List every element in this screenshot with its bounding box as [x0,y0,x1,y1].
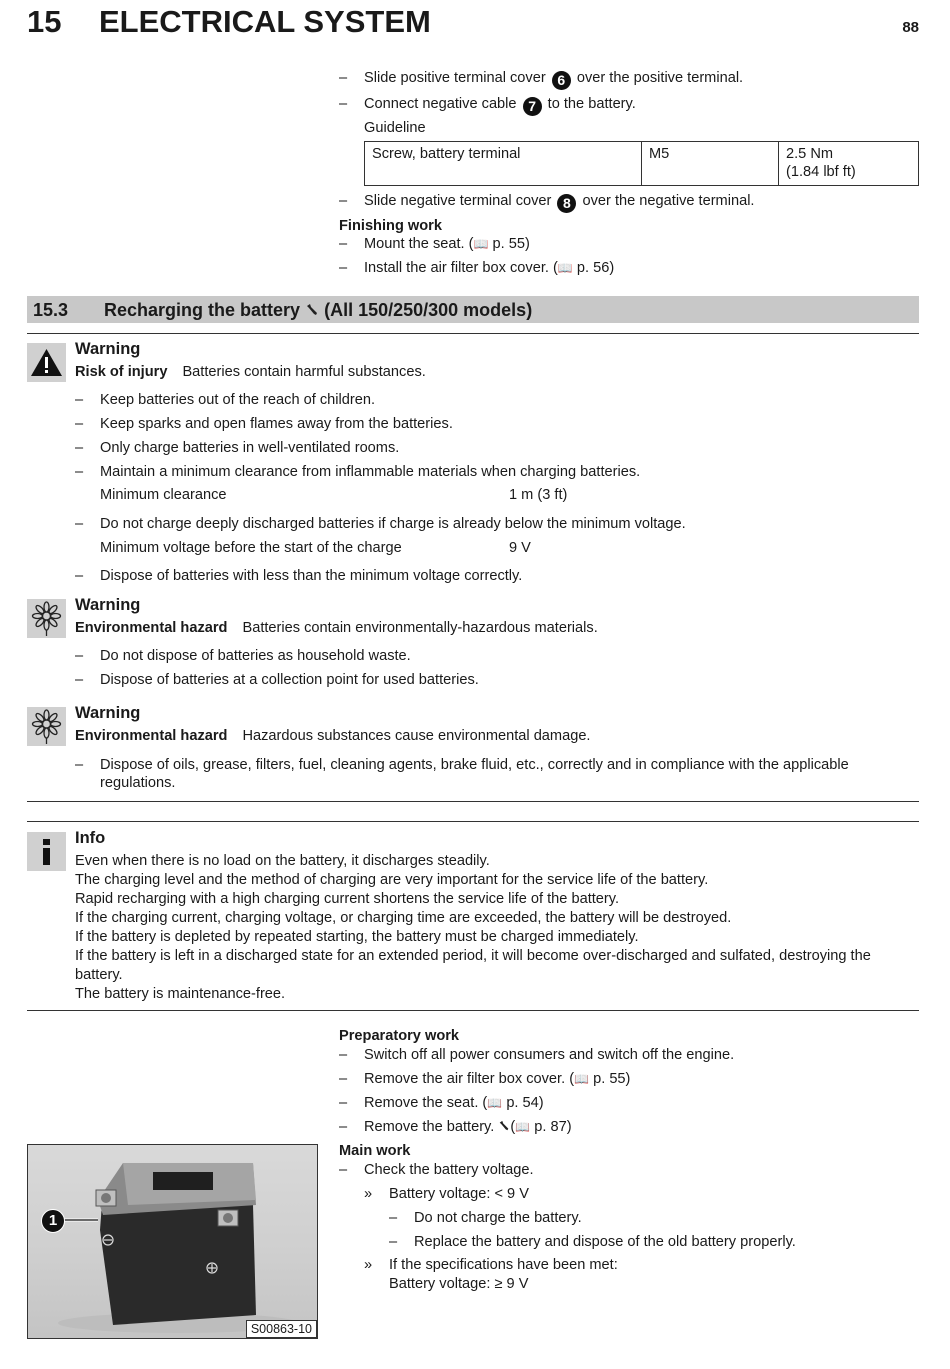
warning-text: Environmental hazard Batteries contain environmentally-hazardous materials. [75,620,598,636]
finishing-heading: Finishing work [339,218,442,234]
page-number: 88 [902,19,919,36]
section-title: Recharging the battery (All 150/250/300 models) [104,300,533,320]
warning-icon [27,343,66,382]
table-row [365,142,919,186]
wrench-icon [305,303,319,317]
callout-6: 6 [552,71,571,90]
table-cell: Screw, battery terminal [365,142,642,186]
book-icon: 📖 [487,1096,503,1110]
info-icon [27,832,66,871]
spec-label: Minimum clearance [100,487,227,503]
chapter-number: 15 [27,4,62,39]
warning-heading: Warning [75,596,141,614]
info-heading: Info [75,829,106,847]
callout-7: 7 [523,97,542,116]
divider [27,821,919,822]
divider [27,801,919,802]
warning-text: Environmental hazard Hazardous substances cause environmental damage. [75,728,591,744]
list-item-continuation: regulations. [100,775,176,791]
callout-8: 8 [557,194,576,213]
spec-value: 1 m (3 ft) [509,487,568,503]
environment-icon [27,599,66,638]
spec-value: 9 V [509,540,531,556]
book-icon: 📖 [515,1120,531,1134]
warning-text: Risk of injury Batteries contain harmful substances. [75,364,426,380]
spec-label: Minimum voltage before the start of the charge [100,540,402,556]
book-icon: 📖 [557,261,573,275]
battery-photo [27,1144,318,1339]
divider [27,333,919,334]
book-icon: 📖 [473,237,489,251]
condition-continuation: Battery voltage: ≥ 9 V [389,1276,529,1292]
book-icon: 📖 [574,1072,590,1086]
section-number: 15.3 [33,300,69,320]
table-cell: 2.5 Nm (1.84 lbf ft) [779,142,919,186]
prep-heading: Preparatory work [339,1028,460,1044]
table-cell: M5 [642,142,779,186]
wrench-icon [498,1120,510,1132]
warning-heading: Warning [75,704,141,722]
environment-icon [27,707,66,746]
guideline-label: Guideline [364,120,426,136]
figure-code: S00863-10 [246,1320,317,1338]
divider [27,1010,919,1011]
callout-1: 1 [41,1209,65,1233]
info-text: Even when there is no load on the battery, it discharges steadily. The charging level and the method of charging are very important for the service life of the battery. Rapid recharging with a high charging current shortens the service life of the battery. If the charging current, charging voltage, or charging time are exceeded, the battery will be destroyed. If the battery is depleted by repeated starting, the battery must be charged immediately. If the battery is left in a discharged state for an extended period, it will become over-discharged and sulfated, destroying the battery. The battery is maintenance-free. [75,853,871,1002]
warning-heading: Warning [75,340,141,358]
torque-table [364,141,919,186]
battery-illustration [28,1145,317,1338]
chapter-title: ELECTRICAL SYSTEM [99,4,431,39]
main-heading: Main work [339,1143,411,1159]
